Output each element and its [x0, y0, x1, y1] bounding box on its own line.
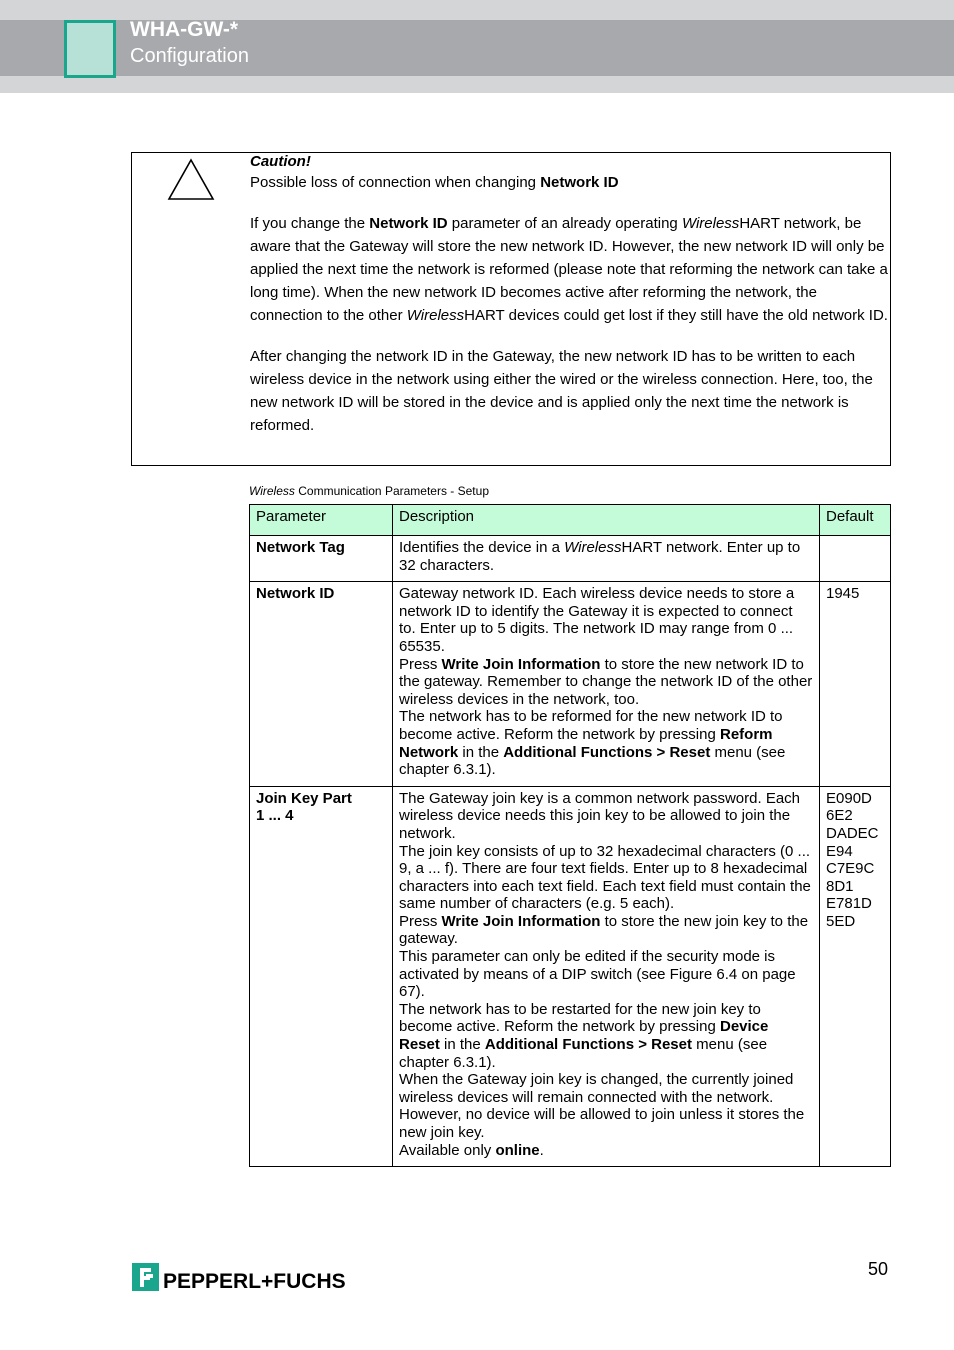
desc-network-tag: Identifies the device in a WirelessHART network. Enter up to 32 characters.: [393, 536, 820, 582]
caution-text: [250, 153, 890, 437]
caution-summary: Possible loss of connection when changing Network ID: [250, 174, 619, 191]
caution-paragraph-1: If you change the Network ID parameter of an already operating WirelessHART network, be aware that the Gateway will store the new network ID. However, the new network ID will only be applied the next time the network is reformed (please note that reforming the network can take a long time). When the new network ID becomes active after reforming the network, the connection to the other WirelessHART devices could get lost if they still have the old network ID.: [250, 215, 888, 324]
caution-paragraph-2: After changing the network ID in the Gateway, the new network ID has to be written to each wireless device in the network using either the wired or the wireless connection. Here, too, the new network ID will be stored in the device and is applied only the next time the network is reformed.: [250, 348, 873, 434]
table-row: [250, 582, 891, 787]
header-logo-square: [64, 20, 116, 78]
brand-logo: [132, 1263, 362, 1293]
default-network-tag: [820, 536, 891, 582]
param-network-id: Network ID: [250, 582, 393, 787]
document-title: WHA-GW-*: [130, 18, 239, 41]
caution-box: [131, 152, 891, 466]
desc-network-id: Gateway network ID. Each wireless device needs to store a network ID to identify the Gateway it is expected to connect to. Enter up to 5 digits. The network ID may range from 0 ... 65535. Press Write Join Information to store the new network ID to the gateway. Remember to change the network ID of the other wireless devices in the network, too. The network has to be reformed for the new network ID to become active. Reform the network by pressing Reform Network in the Additional Functions > Reset menu (see chapter 6.3.1).: [393, 582, 820, 787]
warning-triangle-icon: [166, 157, 216, 201]
page-number: 50: [868, 1259, 889, 1279]
header-parameter: Parameter: [250, 505, 393, 536]
section-title: Configuration: [130, 45, 249, 67]
table-row: [250, 536, 891, 582]
header-band-top: [0, 0, 954, 20]
param-network-tag: Network Tag: [250, 536, 393, 582]
caution-title: Caution!: [250, 153, 311, 170]
header-description: Description: [393, 505, 820, 536]
param-join-key: Join Key Part 1 ... 4: [250, 786, 393, 1166]
header-band-bottom: [0, 76, 954, 93]
header-default: Default: [820, 505, 891, 536]
table-header-row: [250, 505, 891, 536]
desc-join-key: The Gateway join key is a common network password. Each wireless device needs this join key to be allowed to join the network. The join key consists of up to 32 hexadecimal characters (0 ... 9, a ... f). There are four text fields. Enter up to 8 hexadecimal characters into each text field. Each text field must contain the same number of characters (e.g. 5 each). Press Write Join Information to store the new join key to the gateway. This parameter can only be edited if the security mode is activated by means of a DIP switch (see Figure 6.4 on page 67). The network has to be restarted for the new join key to become active. Reform the network by pressing Device Reset in the Additional Functions > Reset menu (see chapter 6.3.1). When the Gateway join key is changed, the currently joined wireless devices will remain connected with the network. However, no device will be allowed to join unless it stores the new join key. Available only online.: [393, 786, 820, 1166]
table-row: [250, 786, 891, 1166]
parameters-table: [249, 504, 891, 1167]
table-caption: Wireless Communication Parameters - Setup: [249, 484, 489, 498]
default-network-id: 1945: [820, 582, 891, 787]
brand-logo-text: PEPPERL+FUCHS: [163, 1270, 346, 1293]
default-join-key: E090D 6E2 DADEC E94 C7E9C 8D1 E781D 5ED: [820, 786, 891, 1166]
